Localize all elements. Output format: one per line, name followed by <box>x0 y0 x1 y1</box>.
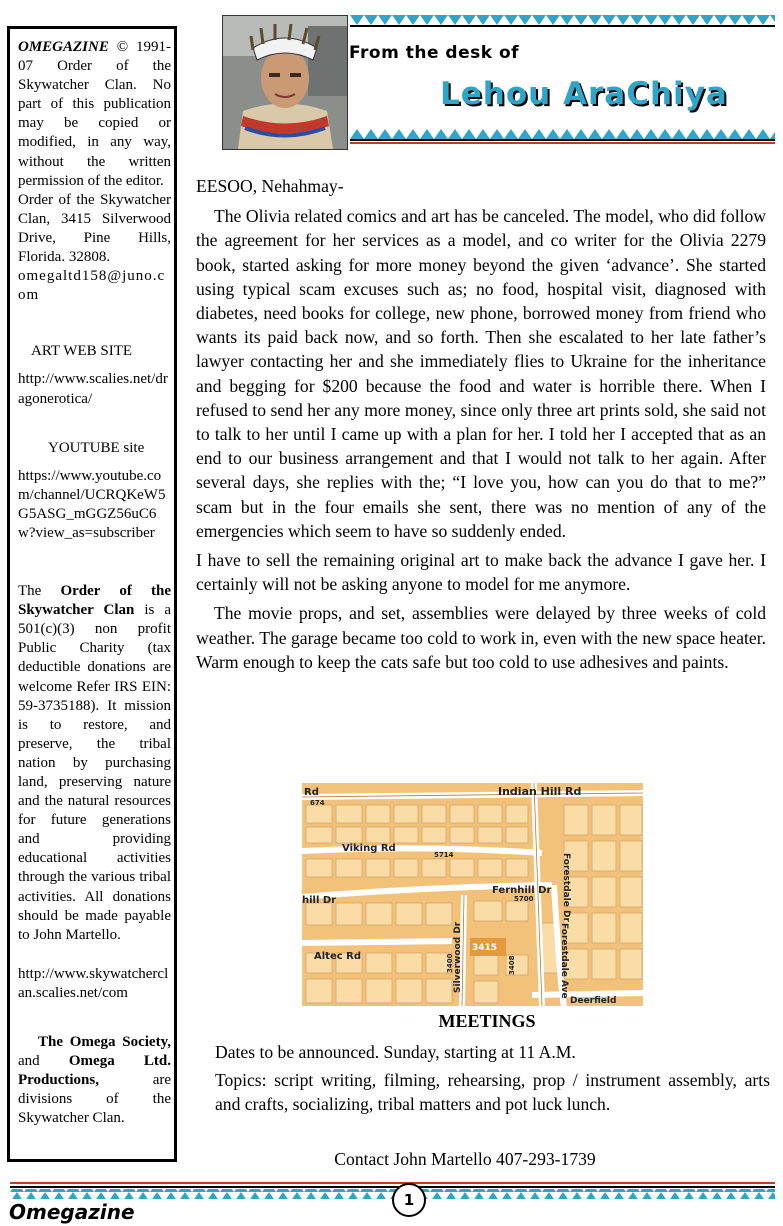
paragraph-olivia: The Olivia related comics and art has be canceled. The model, who did follow the agreement for her services as a model, and co writer for the Olivia 2279 book, started asking for more money beyond the given ‘advance’. She started using typical scam excuses such as; no food, hospital visit, diagnosed with diabetes, need books for college, new phone, borrowed money from friend who wants its paid back now, and so forth. Then she escalated to her late father’s lawyer contacting her and she immediately flies to Ukraine for the inheritance and begging for $200 because the food and water is horrible there. When I refused to send her any more money, since only three art prints sold, she said not to talk to her until I came up with a plan for her. I told her I accepted that as an end to our business arrangement and that I would not talk to her again. After several days, she replies with the; “I love you, how can you do that to me?” scam but in the four emails she sent, there was no mention of any of the emergencies which seem to have so suddenly ended. <box>196 206 766 541</box>
divisions-statement <box>18 1033 171 1128</box>
map-label-altec: Altec Rd <box>314 951 361 962</box>
art-site-heading: ART WEB SITE <box>31 343 133 360</box>
divisions-text: are divisions of the Skywatcher Clan. <box>18 1072 171 1127</box>
youtube-link[interactable]: https://www.youtube.com/channel/UCRQKeW5G5ASG_mGGZ56uC6w?view_as=subscriber <box>18 467 166 541</box>
copyright-notice <box>18 38 171 191</box>
map-label-forestdale-ave: Forestdale Ave <box>559 923 569 999</box>
magazine-name: Omegazine <box>9 1200 135 1224</box>
map-label-fernhill: Fernhill Dr <box>492 885 552 896</box>
map-label-5700: 5700 <box>514 895 534 903</box>
meetings-title: MEETINGS <box>438 1011 536 1031</box>
map-label-viking: Viking Rd <box>342 843 396 854</box>
omega-society: The Omega Society, <box>38 1034 171 1051</box>
header-bottom-border <box>350 127 775 145</box>
paragraph-props: The movie props, and set, assemblies were delayed by three weeks of cold weather. The garage became too cold to work in, even with the new space heater. Warm enough to keep the cats safe but too cold to use adhesives and paints. <box>196 603 766 672</box>
paragraph-advance: I have to sell the remaining original art to make back the advance I gave her. I certainly will not be asking anyone to model for me anymore. <box>196 550 766 595</box>
divisions-and: and <box>18 1053 69 1070</box>
copyright-text: © 1991-07 Order of the Skywatcher Clan. No part of this publication may be copied or modified, in any way, without the written permission of the editor. <box>18 39 171 189</box>
map-label-indian-hill: Indian Hill Rd <box>498 785 582 798</box>
charity-intro: The <box>18 583 61 600</box>
editor-photo <box>222 15 348 150</box>
map-label-674: 674 <box>310 799 325 807</box>
map-label-5714: 5714 <box>434 851 454 859</box>
copyright-title: OMEGAZINE <box>18 39 109 55</box>
map-label-silverwood: Silverwood Dr <box>453 921 463 993</box>
location-map <box>302 783 643 1006</box>
map-label-hill-dr: hill Dr <box>302 895 337 906</box>
sidebar <box>7 26 177 1162</box>
page-number: 1 <box>392 1183 426 1217</box>
editor-name: Lehou AraChiya <box>440 76 728 112</box>
charity-text: is a 501(c)(3) non profit Public Charity (tax deductible donations are welcome Refer IRS EIN: 59-3735188). It mission is to restore, and preserve, the tribal nation by purchasing land, preserving nature and the natural resources for future generations and providing educational activities through the various tribal activities. All donations should be made payable to John Martello. <box>18 602 171 943</box>
youtube-heading: YOUTUBE site <box>48 439 145 456</box>
clan-site-link[interactable]: http://www.skywatcherclan.scalies.net/com <box>18 965 169 1001</box>
editor-letter <box>196 174 766 674</box>
from-desk-label: From the desk of <box>349 43 520 63</box>
charity-statement <box>18 582 171 945</box>
header-top-rule <box>350 25 775 29</box>
email-link[interactable]: omegaltd158@juno.com <box>18 268 166 304</box>
map-label-3415: 3415 <box>472 943 498 953</box>
address: Order of the Skywatcher Clan, 3415 Silverwood Drive, Pine Hills, Florida. 32808. <box>18 191 171 266</box>
map-label-3400: 3400 <box>446 953 454 973</box>
contact-line: Contact John Martello 407-293-1739 <box>334 1149 596 1169</box>
meetings-dates: Dates to be announced. Sunday, starting at 11 A.M. <box>215 1042 576 1062</box>
map-label-3408: 3408 <box>508 955 516 975</box>
greeting: EESOO, Nehahmay- <box>196 176 344 196</box>
charity-org-name: Order of the Skywatcher Clan <box>18 583 171 619</box>
map-label-rd: Rd <box>304 787 319 798</box>
map-label-forestdale-dr: Forestdale Dr <box>561 853 571 922</box>
omega-productions: Omega Ltd. Productions, <box>18 1053 171 1089</box>
meetings-topics: Topics: script writing, filming, rehearsing, prop / instrument assembly, arts and crafts, socializing, tribal matters and pot luck lunch. <box>215 1070 770 1115</box>
map-label-deerfield: Deerfield <box>570 996 617 1006</box>
art-site-link[interactable]: http://www.scalies.net/dragonerotica/ <box>18 371 168 407</box>
meetings-info <box>215 1040 770 1121</box>
